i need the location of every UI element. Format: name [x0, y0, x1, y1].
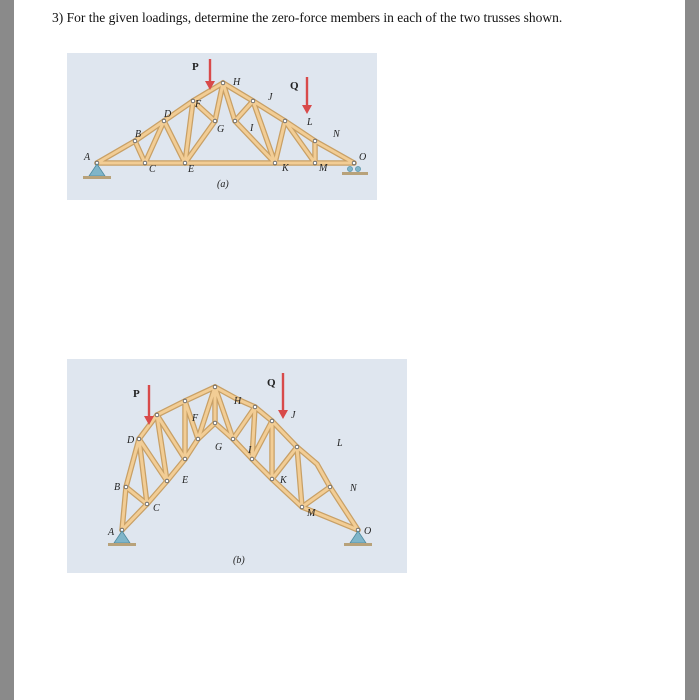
truss-a-joint-g: G [217, 124, 225, 135]
truss-a-joint-e: E [188, 164, 195, 175]
truss-a-joint-j: J [268, 92, 273, 103]
truss-a-joint-d: D [164, 109, 172, 120]
truss-a-roller-support [342, 166, 368, 175]
truss-a-caption: (a) [217, 179, 229, 190]
truss-a-joint-f: F [195, 99, 202, 110]
truss-b-joint-d: D [127, 435, 135, 446]
truss-b-caption: (b) [233, 555, 245, 566]
truss-b-diagram [67, 359, 407, 573]
truss-a-joint-h: H [233, 77, 241, 88]
truss-a-diagram [67, 53, 377, 200]
truss-a-joint-i: I [250, 123, 254, 134]
truss-a-joint-a: A [84, 152, 91, 163]
truss-b-joint-n: N [350, 483, 357, 494]
truss-b-joint-f: F [192, 413, 199, 424]
truss-b-joint-b: B [114, 482, 121, 493]
truss-b-joint-g: G [215, 442, 223, 453]
truss-a-load-p-label: P [192, 61, 199, 73]
truss-a-joint-k: K [282, 163, 289, 174]
truss-b-joint-i: I [248, 445, 252, 456]
truss-b-joint-h: H [234, 396, 242, 407]
truss-b-figure [67, 359, 407, 573]
truss-b-load-q-label: Q [267, 377, 276, 389]
truss-b-load-q-arrow [278, 373, 288, 419]
truss-a-joint-c: C [149, 164, 156, 175]
truss-b-joint-j: J [291, 410, 296, 421]
truss-a-load-p-arrow [205, 59, 215, 90]
truss-b-joint-o: O [364, 526, 372, 537]
truss-b-joint-a: A [108, 527, 115, 538]
truss-a-figure [67, 53, 377, 200]
truss-a-joint-o: O [359, 152, 367, 163]
truss-b-joint-l: L [337, 438, 343, 449]
truss-b-load-p-label: P [133, 388, 140, 400]
truss-a-load-q-arrow [302, 77, 312, 114]
question-text: 3) For the given loadings, determine the zero-force members in each of the two trusses shown. [52, 10, 563, 25]
truss-a-joint-n: N [333, 129, 340, 140]
truss-b-joint-k: K [280, 475, 287, 486]
truss-b-joint-e: E [182, 475, 189, 486]
truss-a-load-q-label: Q [290, 80, 299, 92]
truss-a-joint-m: M [319, 163, 328, 174]
truss-a-joint-l: L [307, 117, 313, 128]
page [14, 0, 685, 700]
truss-a-joint-b: B [135, 129, 142, 140]
truss-b-joint-m: M [307, 508, 316, 519]
truss-a-pin-support [83, 164, 111, 179]
truss-b-joint-c: C [153, 503, 160, 514]
